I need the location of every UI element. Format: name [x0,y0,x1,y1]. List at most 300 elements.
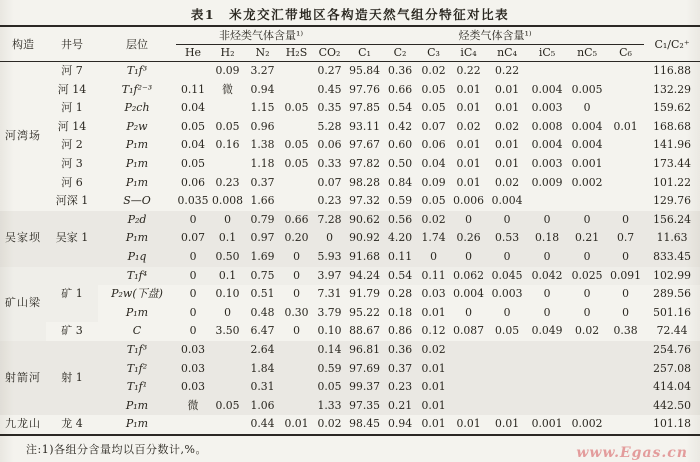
value-cell: 0 [189,249,197,263]
value-cell: 0 [543,249,551,263]
table-row [0,155,700,174]
table-row [0,248,700,267]
value-cell: 0.002 [571,175,603,189]
table-row [0,62,700,81]
value-cell: 173.44 [653,156,691,170]
structure-cell: 射箭河 [5,370,41,384]
value-cell: 0.01 [495,417,520,431]
value-cell: 97.67 [349,138,381,152]
value-cell [280,360,313,379]
value-cell: 1.69 [250,249,275,263]
value-cell: 0.06 [180,175,206,189]
value-cell: 96.81 [349,342,381,356]
value-cell: 0.01 [456,175,481,189]
value-cell: 0.025 [571,268,603,282]
value-cell: 97.85 [349,101,381,115]
value-cell: 0.062 [453,268,485,282]
value-cell: 0 [622,287,629,301]
value-cell: 0 [224,212,231,226]
table-row [0,378,700,397]
column-header: iC₅ [527,45,567,62]
value-cell: 257.08 [653,361,691,375]
table-row [0,99,700,118]
column-header: nC₅ [567,45,607,62]
value-cell: 0 [583,305,591,319]
value-cell [607,62,644,81]
layer-cell: P₁m [125,231,149,245]
value-cell: 3.79 [317,305,342,319]
value-cell: 0.75 [250,268,275,282]
value-cell: 3.27 [250,64,275,77]
layer-cell: P₂ch [124,101,150,115]
value-cell: 72.44 [656,324,688,338]
value-cell: 0.01 [456,101,481,115]
layer-cell: S—O [123,194,151,208]
well-cell: 射 1 [61,370,83,384]
value-cell: 1.15 [250,101,275,115]
value-cell [567,192,607,211]
value-cell [607,155,644,174]
value-cell [607,378,644,397]
layer-cell: P₁q [127,249,147,263]
value-cell: 0.004 [531,138,563,152]
value-cell [210,360,245,379]
layer-cell: P₁m [125,398,149,412]
value-cell [450,378,487,397]
value-cell: 93.11 [349,119,381,133]
value-cell: 0 [622,212,629,226]
well-cell: 河 1 [61,101,83,115]
value-cell: 0.01 [495,82,520,96]
value-cell: 0.001 [571,156,603,170]
value-cell [210,415,245,435]
value-cell: 0 [224,305,231,319]
value-cell: 0.05 [180,156,206,170]
value-cell [607,174,644,193]
value-cell: 1.18 [250,156,275,170]
value-cell: 91.79 [349,287,381,301]
value-cell: 0.21 [388,398,413,412]
value-cell: 94.24 [349,268,381,282]
value-cell: 0.94 [250,82,275,96]
well-cell: 吴家 1 [55,231,89,245]
value-cell [607,81,644,100]
value-cell: 0.01 [456,82,481,96]
value-cell: 0.51 [250,287,275,301]
value-cell: 0.07 [180,231,206,245]
value-cell: 0.09 [421,175,446,189]
value-cell: 6.47 [250,324,275,338]
value-cell: 0.05 [421,82,446,96]
value-cell [487,397,527,416]
value-cell: 3.97 [317,268,342,282]
value-cell: 0.12 [421,324,446,338]
value-cell: 0.30 [284,305,309,319]
value-cell: 1.84 [250,361,275,375]
value-cell: 微 [222,82,233,96]
value-cell: 141.96 [653,138,691,152]
value-cell [607,99,644,118]
layer-cell: T₁f² [126,361,148,375]
value-cell: 0.05 [284,156,309,170]
value-cell: 0.01 [421,398,446,412]
value-cell: 0.004 [571,119,603,133]
value-cell: 0.23 [215,175,240,189]
value-cell: 168.68 [653,119,691,133]
value-cell: 0.10 [317,324,342,338]
value-cell: 1.33 [317,398,342,412]
value-cell: 254.76 [653,342,691,356]
value-cell: 0.02 [495,119,520,133]
value-cell [280,397,313,416]
value-cell [210,341,245,360]
value-cell: 0.36 [388,64,413,77]
value-cell: 0.59 [388,194,413,208]
watermark: www.Egas.cn [576,445,688,461]
value-cell: 0 [465,249,472,263]
value-cell: 0.16 [215,138,240,152]
value-cell [210,99,245,118]
value-cell [487,360,527,379]
value-cell: 0.42 [388,119,413,133]
well-cell: 河 14 [57,82,87,96]
value-cell: 0.20 [284,231,309,245]
value-cell: 0.009 [531,175,563,189]
value-cell: 97.35 [349,398,381,412]
value-cell: 0.01 [495,138,520,152]
column-header: CO₂ [313,45,346,62]
well-cell: 河 7 [61,64,83,77]
value-cell: 0.94 [388,417,413,431]
value-cell: 0.02 [421,212,446,226]
value-cell [450,341,487,360]
value-cell [607,360,644,379]
value-cell: 0.05 [495,324,520,338]
well-cell: 河 2 [61,138,83,152]
value-cell: 0.01 [495,156,520,170]
value-cell: 0.01 [495,101,520,115]
value-cell: 0 [543,212,551,226]
value-cell: 0.18 [535,231,560,245]
value-cell: 0.35 [317,101,342,115]
value-cell: 0.38 [613,324,638,338]
table-row [0,360,700,379]
value-cell: 1.38 [250,138,275,152]
layer-cell: P₂w(下盘) [111,287,163,301]
value-cell: 442.50 [653,398,691,412]
value-cell: 0.01 [421,380,446,394]
table-header [0,26,700,62]
value-cell: 101.22 [653,175,691,189]
value-cell: 0 [293,249,300,263]
column-header: iC₄ [450,45,487,62]
value-cell: 0.01 [456,417,481,431]
value-cell: 0 [503,249,511,263]
value-cell: 0.04 [180,138,206,152]
value-cell: 0.03 [180,342,206,356]
value-cell: 97.69 [349,361,381,375]
value-cell: 0.02 [421,64,446,77]
value-cell: 0.01 [456,156,481,170]
layer-cell: T₁f⁴ [126,268,148,282]
value-cell: 0.28 [388,287,413,301]
value-cell: 0.008 [212,194,243,208]
value-cell [487,341,527,360]
value-cell: 0.18 [388,305,413,319]
value-cell: 0.11 [180,82,206,96]
value-cell: 0.22 [495,64,520,77]
value-cell: 0.66 [388,82,413,96]
value-cell: 101.18 [653,417,691,431]
value-cell: 1.06 [250,398,275,412]
value-cell: 95.84 [349,64,381,77]
value-cell [280,192,313,211]
layer-cell: T₁f³ [126,64,148,77]
value-cell: 0.23 [388,380,413,394]
value-cell: 0.84 [388,175,413,189]
value-cell: 0 [583,249,591,263]
value-cell: 微 [187,398,199,412]
well-cell: 矿 1 [61,287,83,301]
value-cell: 0 [326,231,333,245]
header-well: 井号 [46,26,98,62]
value-cell [607,415,644,435]
value-cell [527,378,567,397]
structure-cell: 九龙山 [5,417,41,431]
value-cell: 0.21 [575,231,600,245]
layer-cell: P₂w [126,119,148,133]
layer-cell: P₁m [125,305,149,319]
value-cell [280,378,313,397]
table-row [0,118,700,137]
column-header: C₂ [383,45,417,62]
value-cell: 0.7 [616,231,635,245]
value-cell: 0.96 [250,119,275,133]
value-cell [176,62,210,81]
value-cell: 0 [503,212,511,226]
table-title: 表1 米龙交汇带地区各构造天然气组分特征对比表 [190,7,510,22]
value-cell: 0.05 [284,138,309,152]
value-cell: 91.68 [349,249,381,263]
value-cell: 0.01 [421,417,446,431]
value-cell: 0.049 [531,324,563,338]
layer-cell: P₁m [125,138,149,152]
value-cell [607,397,644,416]
structure-cell: 吴家坝 [5,231,41,245]
value-cell: 0.003 [531,156,563,170]
well-cell: 矿 3 [61,324,83,338]
value-cell: 5.28 [317,119,342,133]
structure-cell: 矿山梁 [5,296,41,310]
value-cell: 0 [583,287,591,301]
value-cell: 0.045 [491,268,523,282]
value-cell [527,341,567,360]
value-cell: 0.36 [388,342,413,356]
well-cell: 龙 4 [61,417,83,431]
value-cell: 0.004 [571,138,603,152]
value-cell: 102.99 [653,268,691,282]
value-cell: 97.76 [349,82,381,96]
group-header-row [0,26,700,45]
value-cell: 0.14 [317,342,342,356]
value-cell: 0.53 [495,231,520,245]
value-cell: 0.97 [250,231,275,245]
value-cell: 3.50 [215,324,240,338]
value-cell: 0.50 [388,156,413,170]
value-cell: 132.29 [653,82,691,96]
value-cell: 0.05 [421,194,446,208]
value-cell: 501.16 [653,305,691,319]
value-cell: 0.01 [421,305,446,319]
value-cell: 7.31 [317,287,342,301]
value-cell: 0.05 [317,380,342,394]
column-header: C₃ [417,45,450,62]
column-header: C₆ [607,45,644,62]
value-cell: 0.04 [421,156,446,170]
value-cell: 0.50 [215,249,240,263]
value-cell: 0.56 [388,212,413,226]
value-cell: 0 [622,249,629,263]
column-header: N₂ [245,45,280,62]
table-row [0,397,700,416]
value-cell: 0.37 [250,175,275,189]
value-cell [280,118,313,137]
column-header: He [176,45,210,62]
value-cell [176,415,210,435]
value-cell: 0.05 [215,398,240,412]
value-cell: 0 [430,249,437,263]
value-cell: 0.002 [571,417,603,431]
value-cell: 98.45 [349,417,381,431]
value-cell [567,360,607,379]
value-cell: 0.10 [215,287,240,301]
well-cell: 河深 1 [55,194,89,208]
value-cell [567,397,607,416]
value-cell: 0.86 [388,324,413,338]
column-header: H₂ [210,45,245,62]
value-cell: 0.1 [218,268,237,282]
layer-cell: P₁m [125,417,149,431]
value-cell: 0 [465,305,472,319]
value-cell [280,341,313,360]
table-body [0,62,700,435]
value-cell: 0.48 [250,305,275,319]
value-cell [527,192,567,211]
value-cell: 0.37 [388,361,413,375]
header-hydrocarbon-group: 烃类气体含量¹⁾ [346,26,644,45]
layer-cell: P₁m [125,156,149,170]
value-cell: 99.37 [349,380,381,394]
value-cell [450,397,487,416]
column-header: nC₄ [487,45,527,62]
value-cell: 159.62 [653,101,691,115]
value-cell: 5.93 [317,249,342,263]
value-cell: 0.03 [180,380,206,394]
well-cell: 河 3 [61,156,83,170]
structure-cell: 河湾场 [5,129,41,143]
value-cell [450,360,487,379]
value-cell: 0 [189,268,197,282]
table-row [0,267,700,286]
value-cell: 0.23 [317,194,342,208]
value-cell: 1.66 [250,194,275,208]
value-cell: 0.003 [531,101,563,115]
value-cell: 0.33 [317,156,342,170]
value-cell: 0 [189,287,197,301]
value-cell [567,62,607,81]
table-row [0,229,700,248]
value-cell: 0.004 [491,194,523,208]
value-cell [527,397,567,416]
value-cell: 0.04 [180,101,206,115]
value-cell: 0.05 [421,101,446,115]
value-cell: 0.11 [421,268,446,282]
value-cell [607,192,644,211]
table-row [0,174,700,193]
value-cell: 129.76 [653,194,691,208]
value-cell: 4.20 [388,231,413,245]
value-cell: 0.087 [453,324,485,338]
value-cell: 11.63 [656,231,688,245]
value-cell: 0.06 [317,138,342,152]
layer-cell: T₁f³ [126,342,148,356]
value-cell: 0.1 [218,231,237,245]
value-cell [567,378,607,397]
value-cell: 0.03 [421,287,446,301]
table-row [0,415,700,435]
value-cell: 0 [189,212,197,226]
table-row [0,211,700,230]
value-cell: 0.07 [317,175,342,189]
value-cell: 0.003 [491,287,523,301]
value-cell [210,378,245,397]
value-cell: 0 [622,305,629,319]
value-cell: 414.04 [653,380,691,394]
header-structure: 构造 [0,26,46,62]
value-cell: 97.82 [349,156,381,170]
footnote: 注:1)各组分含量均以百分数计,%。 [26,442,207,456]
value-cell: 0.05 [215,119,240,133]
value-cell: 0.008 [531,119,563,133]
value-cell: 90.92 [349,231,381,245]
value-cell: 0.54 [388,268,413,282]
header-nonhydrocarbon-group: 非烃类气体含量¹⁾ [176,26,346,45]
value-cell: 0.31 [250,380,275,394]
value-cell: 0.07 [421,119,446,133]
layer-cell: T₁f²⁻³ [121,82,153,96]
value-cell: 0 [293,324,300,338]
layer-cell: P₁m [125,175,149,189]
value-cell: 0.004 [453,287,485,301]
value-cell [527,62,567,81]
table-row [0,192,700,211]
value-cell: 98.28 [349,175,381,189]
value-cell: 0.02 [575,324,600,338]
value-cell: 7.28 [317,212,342,226]
value-cell: 88.67 [349,324,381,338]
value-cell: 0.042 [531,268,563,282]
value-cell: 95.22 [349,305,381,319]
well-cell: 河 14 [57,119,87,133]
value-cell: 0.44 [250,417,275,431]
value-cell [567,341,607,360]
value-cell: 0.02 [495,175,520,189]
value-cell: 0.05 [284,101,309,115]
value-cell: 0.02 [421,342,446,356]
value-cell: 0.09 [215,64,240,77]
value-cell: 0 [543,305,551,319]
layer-cell: P₂d [127,212,147,226]
